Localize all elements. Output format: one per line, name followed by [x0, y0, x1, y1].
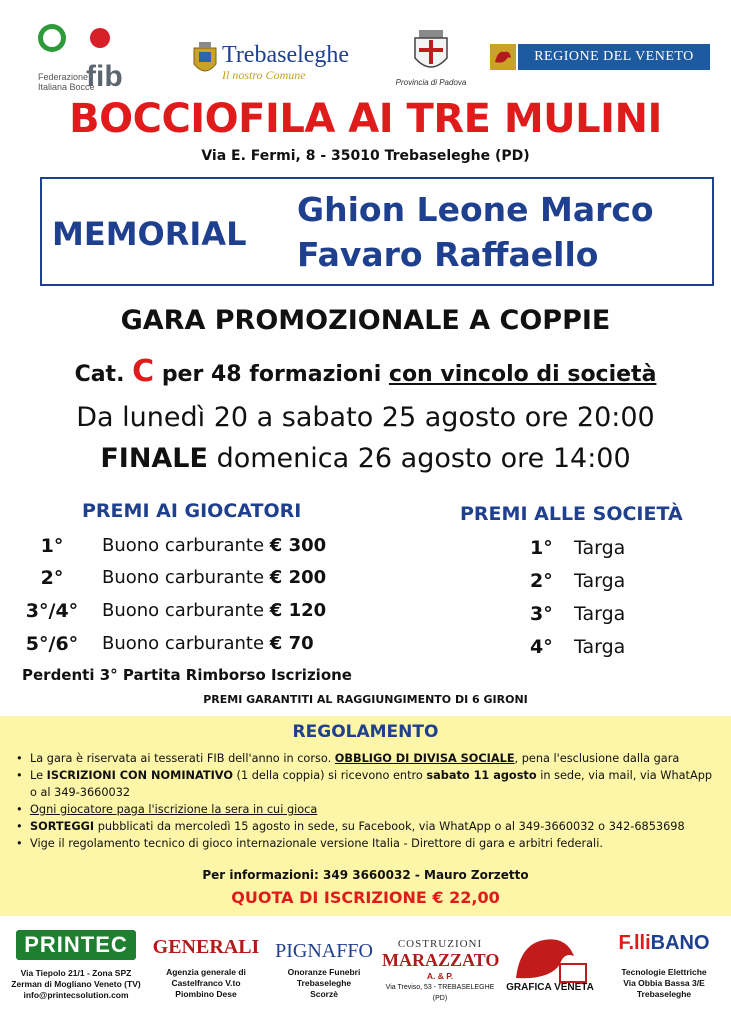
rule-text: Le: [30, 769, 44, 782]
regione-veneto-text: REGIONE DEL VENETO: [518, 44, 710, 70]
prize-description: [102, 600, 326, 621]
printec-logo: PRINTEC: [16, 930, 136, 960]
rule-item: [16, 750, 716, 767]
provincia-crest-icon: [395, 28, 467, 78]
marazzato-address: Via Treviso, 53 - TREBASELEGHE (PD): [385, 984, 495, 1002]
generali-text-2: Castelfranco V.to: [171, 978, 241, 988]
marazzato-sub: A. & P.: [426, 971, 454, 981]
society-prize-row: [530, 636, 625, 666]
veneto-lion-icon: [490, 44, 516, 70]
printec-email: info@printecsolution.com: [23, 990, 129, 1000]
bano-text-3: Trebaseleghe: [636, 989, 692, 999]
guarantee-note: PREMI GARANTITI AL RAGGIUNGIMENTO DI 6 GIRONI: [203, 693, 528, 706]
bano-logo-b: BANO: [650, 932, 710, 954]
memorial-name-1: Ghion Leone Marco: [297, 190, 654, 229]
event-dates: Da lunedì 20 a sabato 25 agosto ore 20:00: [76, 402, 655, 433]
prize-position: 2°: [40, 567, 64, 589]
prize-amount: € 200: [269, 567, 327, 588]
grafica-veneta-lion-icon: [510, 930, 590, 986]
rule-text: pubblicati da mercoledì 15 agosto in sede, su Facebook, via WhatApp o al 349-3660032 o 342-6853698: [97, 820, 685, 833]
society-prize-position: 4°: [530, 636, 553, 658]
rule-emphasis: sabato 11 agosto: [426, 769, 537, 782]
rule-text: La gara è riservata ai tesserati FIB dell'anno in corso.: [30, 752, 332, 765]
provincia-logo: [395, 28, 467, 92]
pignaffo-text-2: Trebaseleghe: [296, 978, 352, 988]
pignaffo-text-1: Onoranze Funebri: [287, 967, 361, 977]
bano-text-1: Tecnologie Elettriche: [621, 967, 707, 977]
society-prize-desc: Targa: [574, 537, 626, 559]
rule-item: [16, 801, 716, 818]
cat-formations: per 48 formazioni: [161, 362, 382, 387]
marazzato-top: COSTRUZIONI: [397, 938, 483, 950]
event-type: GARA PROMOZIONALE A COPPIE: [120, 305, 611, 336]
society-prize-row: [530, 537, 625, 567]
fib-logo: [30, 22, 140, 92]
sponsor-marazzato: [382, 922, 498, 1018]
sponsor-grafica-veneta: [500, 922, 600, 1018]
prize-description: [102, 633, 314, 654]
marazzato-logo: MARAZZATO: [382, 950, 500, 970]
society-prize-row: [530, 603, 625, 633]
entry-fee: QUOTA DI ISCRIZIONE € 22,00: [231, 888, 500, 907]
memorial-box: [40, 177, 714, 286]
rule-text: , pena l'esclusione dalla gara: [514, 752, 680, 765]
rule-text: in sede, via mail, via WhatApp o al 349-3660032: [30, 769, 713, 799]
cat-prefix: Cat.: [74, 362, 125, 387]
society-prize-desc: Targa: [574, 603, 626, 625]
event-finale: [0, 443, 731, 474]
sponsor-pignaffo: [266, 922, 382, 1018]
rule-emphasis: OBBLIGO DI DIVISA SOCIALE: [334, 752, 515, 765]
fib-logo-text: fib: [86, 60, 123, 93]
rule-emphasis: SORTEGGI: [30, 820, 95, 833]
prize-position: 3°/4°: [25, 600, 79, 622]
perdenti-note: Perdenti 3° Partita Rimborso Iscrizione: [22, 666, 352, 684]
prize-desc-text: Buono carburante: [102, 567, 265, 588]
prize-desc-text: Buono carburante: [102, 633, 265, 654]
printec-address-1: Via Tiepolo 21/1 - Zona SPZ: [20, 968, 132, 978]
event-category: [0, 354, 731, 389]
prize-amount: € 120: [269, 600, 327, 621]
prize-amount: € 300: [269, 535, 327, 556]
generali-logo: GENERALI: [152, 936, 260, 958]
regolamento-section: [0, 716, 731, 916]
prize-position: 1°: [40, 535, 64, 557]
sponsor-generali: [146, 922, 266, 1018]
prize-desc-text: Buono carburante: [102, 535, 265, 556]
rule-item: [16, 818, 716, 835]
prize-desc-text: Buono carburante: [102, 600, 265, 621]
cat-letter: C: [132, 354, 155, 389]
sponsor-printec: [6, 922, 146, 1018]
player-prizes-title: PREMI AI GIOCATORI: [82, 500, 302, 522]
finale-label: FINALE: [100, 443, 208, 474]
rule-item: [16, 767, 716, 801]
generali-text-1: Agenzia generale di: [166, 967, 246, 977]
society-prize-desc: Targa: [574, 570, 626, 592]
sponsor-bano: [600, 922, 728, 1018]
society-prize-position: 1°: [530, 537, 553, 559]
society-prize-row: [530, 570, 625, 600]
society-prizes-title: PREMI ALLE SOCIETÀ: [460, 503, 683, 525]
regolamento-title: REGOLAMENTO: [292, 722, 439, 742]
trebaseleghe-crest-icon: [190, 40, 220, 80]
society-prize-position: 3°: [530, 603, 553, 625]
finale-date: domenica 26 agosto ore 14:00: [216, 443, 631, 474]
grafica-veneta-logo: GRAFICA VENETA: [506, 982, 594, 993]
generali-text-3: Piombino Dese: [175, 989, 237, 999]
prize-description: [102, 567, 326, 588]
trebaseleghe-name: Trebaseleghe: [222, 42, 350, 68]
rule-item: [16, 835, 716, 852]
memorial-names: [297, 187, 654, 277]
club-title: BOCCIOFILA AI TRE MULINI: [69, 96, 662, 142]
prize-amount: € 70: [269, 633, 314, 654]
fib-logo-subtext: Federazione Italiana Bocce: [38, 72, 95, 92]
society-prize-position: 2°: [530, 570, 553, 592]
bano-logo: [618, 932, 709, 955]
trebaseleghe-subtitle: Il nostro Comune: [222, 68, 306, 82]
bano-logo-a: F.lli: [618, 932, 651, 954]
trebaseleghe-logo: [190, 40, 370, 84]
prize-position: 5°/6°: [25, 633, 79, 655]
cat-vincolo: con vincolo di società: [388, 362, 657, 387]
society-prize-desc: Targa: [574, 636, 626, 658]
contact-info: Per informazioni: 349 3660032 - Mauro Zorzetto: [202, 868, 529, 882]
club-address: Via E. Fermi, 8 - 35010 Trebaseleghe (PD): [201, 148, 530, 164]
rule-text: (1 della coppia) si ricevono entro: [236, 769, 423, 782]
memorial-name-2: Favaro Raffaello: [297, 235, 599, 274]
bano-text-2: Via Obbia Bassa 3/E: [623, 978, 705, 988]
rule-text: Vige il regolamento tecnico di gioco internazionale versione Italia - Direttore di gara e arbitri federali.: [30, 837, 603, 850]
memorial-label: MEMORIAL: [52, 215, 247, 253]
pignaffo-logo: PIGNAFFO: [275, 940, 373, 962]
prize-description: [102, 535, 326, 556]
regolamento-list: [16, 750, 716, 852]
rule-emphasis: ISCRIZIONI CON NOMINATIVO: [46, 769, 233, 782]
rule-text: Ogni giocatore paga l'iscrizione la sera in cui gioca: [30, 803, 318, 816]
printec-address-2: Zerman di Mogliano Veneto (TV): [11, 979, 141, 989]
pignaffo-text-3: Scorzè: [310, 989, 338, 999]
provincia-text: Provincia di Padova: [395, 78, 467, 87]
regione-veneto-logo: [490, 44, 710, 70]
